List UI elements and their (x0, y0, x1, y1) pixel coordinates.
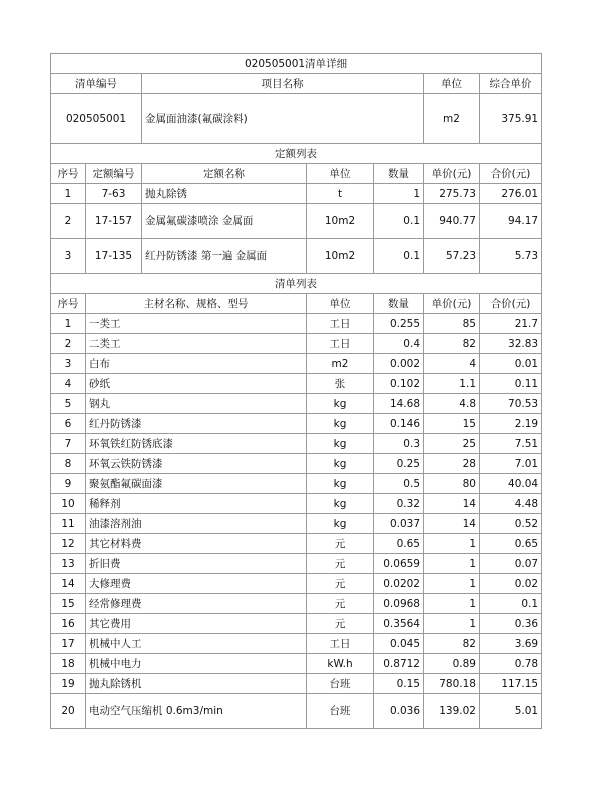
header-item-name: 项目名称 (142, 74, 424, 94)
material-index: 9 (51, 474, 86, 494)
quota-name: 红丹防锈漆 第一遍 金属面 (142, 239, 307, 274)
quota-qty: 0.1 (374, 239, 424, 274)
table-row (51, 454, 542, 474)
material-unit: kW.h (307, 654, 374, 674)
material-unit: kg (307, 494, 374, 514)
material-name: 机械中电力 (86, 654, 307, 674)
material-qty: 0.146 (374, 414, 424, 434)
material-unit: 台班 (307, 694, 374, 729)
material-qty: 0.3564 (374, 614, 424, 634)
material-name: 一类工 (86, 314, 307, 334)
material-total: 7.51 (480, 434, 542, 454)
material-name: 钢丸 (86, 394, 307, 414)
material-unit-price: 1 (424, 534, 480, 554)
materials-section-row (51, 274, 542, 294)
table-row (51, 574, 542, 594)
quota-code: 17-135 (86, 239, 142, 274)
material-unit: 工日 (307, 634, 374, 654)
material-unit: kg (307, 454, 374, 474)
material-name: 机械中人工 (86, 634, 307, 654)
material-unit-price: 0.89 (424, 654, 480, 674)
header-unit: 单位 (424, 74, 480, 94)
material-qty: 0.32 (374, 494, 424, 514)
material-name: 环氧云铁防锈漆 (86, 454, 307, 474)
material-unit: 工日 (307, 334, 374, 354)
title-row (51, 54, 542, 74)
material-unit-price: 1 (424, 554, 480, 574)
material-index: 7 (51, 434, 86, 454)
material-unit-price: 780.18 (424, 674, 480, 694)
material-index: 15 (51, 594, 86, 614)
materials-section-title: 清单列表 (51, 274, 542, 294)
material-index: 11 (51, 514, 86, 534)
table-row (51, 314, 542, 334)
material-index: 1 (51, 314, 86, 334)
quota-name: 金属氟碳漆喷涂 金属面 (142, 204, 307, 239)
material-qty: 0.0202 (374, 574, 424, 594)
material-total: 4.48 (480, 494, 542, 514)
material-unit: 元 (307, 594, 374, 614)
quota-header-row (51, 164, 542, 184)
quota-unit-price: 57.23 (424, 239, 480, 274)
quota-unit: 10m2 (307, 239, 374, 274)
table-row (51, 434, 542, 454)
material-total: 70.53 (480, 394, 542, 414)
material-index: 8 (51, 454, 86, 474)
material-index: 14 (51, 574, 86, 594)
bill-detail-table (50, 53, 542, 729)
quota-name: 抛丸除锈 (142, 184, 307, 204)
material-name: 经常修理费 (86, 594, 307, 614)
material-qty: 0.037 (374, 514, 424, 534)
material-name: 稀释剂 (86, 494, 307, 514)
quota-code: 17-157 (86, 204, 142, 239)
material-qty: 0.3 (374, 434, 424, 454)
quota-section-row (51, 144, 542, 164)
material-qty: 0.8712 (374, 654, 424, 674)
material-unit-price: 15 (424, 414, 480, 434)
material-qty: 0.65 (374, 534, 424, 554)
material-index: 12 (51, 534, 86, 554)
quota-qty: 0.1 (374, 204, 424, 239)
header-code: 清单编号 (51, 74, 142, 94)
table-row (51, 414, 542, 434)
material-total: 117.15 (480, 674, 542, 694)
summary-name: 金属面油漆(氟碳涂料) (142, 94, 424, 144)
summary-price: 375.91 (480, 94, 542, 144)
table-row (51, 694, 542, 729)
quota-total: 5.73 (480, 239, 542, 274)
material-qty: 0.036 (374, 694, 424, 729)
material-index: 6 (51, 414, 86, 434)
table-row (51, 394, 542, 414)
material-unit-price: 14 (424, 514, 480, 534)
material-name: 其它费用 (86, 614, 307, 634)
quota-header: 数量 (374, 164, 424, 184)
material-name: 二类工 (86, 334, 307, 354)
material-total: 3.69 (480, 634, 542, 654)
material-unit: 工日 (307, 314, 374, 334)
material-name: 抛丸除锈机 (86, 674, 307, 694)
material-index: 2 (51, 334, 86, 354)
material-unit-price: 1.1 (424, 374, 480, 394)
material-name: 聚氨酯氟碳面漆 (86, 474, 307, 494)
quota-index: 2 (51, 204, 86, 239)
material-qty: 0.5 (374, 474, 424, 494)
summary-code: 020505001 (51, 94, 142, 144)
page-title: 020505001清单详细 (51, 54, 542, 74)
material-qty: 0.002 (374, 354, 424, 374)
material-unit: 元 (307, 554, 374, 574)
material-name: 折旧费 (86, 554, 307, 574)
materials-header: 合价(元) (480, 294, 542, 314)
material-unit-price: 80 (424, 474, 480, 494)
material-name: 其它材料费 (86, 534, 307, 554)
quota-row (51, 184, 542, 204)
summary-header-row (51, 74, 542, 94)
quota-code: 7-63 (86, 184, 142, 204)
material-qty: 0.15 (374, 674, 424, 694)
materials-header: 序号 (51, 294, 86, 314)
quota-header: 合价(元) (480, 164, 542, 184)
table-row (51, 654, 542, 674)
material-qty: 0.045 (374, 634, 424, 654)
material-index: 3 (51, 354, 86, 374)
materials-header: 单位 (307, 294, 374, 314)
material-index: 4 (51, 374, 86, 394)
table-row (51, 354, 542, 374)
material-qty: 0.0968 (374, 594, 424, 614)
material-unit-price: 4 (424, 354, 480, 374)
material-total: 7.01 (480, 454, 542, 474)
material-total: 0.07 (480, 554, 542, 574)
material-unit: 张 (307, 374, 374, 394)
material-unit-price: 139.02 (424, 694, 480, 729)
quota-total: 94.17 (480, 204, 542, 239)
material-unit: 元 (307, 574, 374, 594)
table-row (51, 614, 542, 634)
quota-row (51, 239, 542, 274)
material-unit-price: 1 (424, 574, 480, 594)
material-index: 5 (51, 394, 86, 414)
materials-header-row (51, 294, 542, 314)
header-unit-price: 综合单价 (480, 74, 542, 94)
table-row (51, 634, 542, 654)
material-unit: kg (307, 514, 374, 534)
quota-section-title: 定额列表 (51, 144, 542, 164)
material-unit: kg (307, 394, 374, 414)
quota-header: 序号 (51, 164, 86, 184)
material-total: 0.36 (480, 614, 542, 634)
material-index: 16 (51, 614, 86, 634)
material-name: 电动空气压缩机 0.6m3/min (86, 694, 307, 729)
material-index: 19 (51, 674, 86, 694)
quota-total: 276.01 (480, 184, 542, 204)
material-name: 红丹防锈漆 (86, 414, 307, 434)
table-row (51, 374, 542, 394)
material-total: 21.7 (480, 314, 542, 334)
quota-unit: t (307, 184, 374, 204)
table-row (51, 594, 542, 614)
materials-header: 单价(元) (424, 294, 480, 314)
table-row (51, 674, 542, 694)
material-index: 17 (51, 634, 86, 654)
material-name: 白布 (86, 354, 307, 374)
material-unit: kg (307, 414, 374, 434)
material-total: 0.01 (480, 354, 542, 374)
summary-unit: m2 (424, 94, 480, 144)
material-total: 40.04 (480, 474, 542, 494)
material-total: 0.65 (480, 534, 542, 554)
summary-row (51, 94, 542, 144)
quota-unit-price: 940.77 (424, 204, 480, 239)
material-unit: 元 (307, 534, 374, 554)
material-unit-price: 28 (424, 454, 480, 474)
material-unit: 元 (307, 614, 374, 634)
quota-index: 1 (51, 184, 86, 204)
material-total: 0.1 (480, 594, 542, 614)
quota-unit: 10m2 (307, 204, 374, 239)
material-index: 18 (51, 654, 86, 674)
material-unit: m2 (307, 354, 374, 374)
table-row (51, 334, 542, 354)
material-index: 10 (51, 494, 86, 514)
quota-header: 定额名称 (142, 164, 307, 184)
material-unit: 台班 (307, 674, 374, 694)
material-unit-price: 85 (424, 314, 480, 334)
quota-index: 3 (51, 239, 86, 274)
material-qty: 0.4 (374, 334, 424, 354)
material-qty: 0.102 (374, 374, 424, 394)
material-qty: 0.255 (374, 314, 424, 334)
materials-header: 主材名称、规格、型号 (86, 294, 307, 314)
material-name: 大修理费 (86, 574, 307, 594)
material-qty: 0.0659 (374, 554, 424, 574)
material-total: 32.83 (480, 334, 542, 354)
material-total: 2.19 (480, 414, 542, 434)
material-qty: 14.68 (374, 394, 424, 414)
table-row (51, 494, 542, 514)
table-row (51, 474, 542, 494)
material-qty: 0.25 (374, 454, 424, 474)
material-name: 环氧铁红防锈底漆 (86, 434, 307, 454)
material-index: 20 (51, 694, 86, 729)
materials-header: 数量 (374, 294, 424, 314)
material-total: 0.11 (480, 374, 542, 394)
material-unit: kg (307, 474, 374, 494)
material-total: 0.78 (480, 654, 542, 674)
material-unit-price: 4.8 (424, 394, 480, 414)
quota-header: 单价(元) (424, 164, 480, 184)
material-name: 砂纸 (86, 374, 307, 394)
material-name: 油漆溶剂油 (86, 514, 307, 534)
material-unit-price: 82 (424, 334, 480, 354)
material-index: 13 (51, 554, 86, 574)
material-unit-price: 25 (424, 434, 480, 454)
material-total: 0.02 (480, 574, 542, 594)
quota-header: 单位 (307, 164, 374, 184)
material-unit-price: 82 (424, 634, 480, 654)
table-row (51, 534, 542, 554)
material-unit-price: 1 (424, 594, 480, 614)
material-total: 0.52 (480, 514, 542, 534)
quota-header: 定额编号 (86, 164, 142, 184)
quota-row (51, 204, 542, 239)
table-row (51, 514, 542, 534)
material-unit-price: 1 (424, 614, 480, 634)
table-row (51, 554, 542, 574)
quota-qty: 1 (374, 184, 424, 204)
material-unit: kg (307, 434, 374, 454)
material-unit-price: 14 (424, 494, 480, 514)
material-total: 5.01 (480, 694, 542, 729)
quota-unit-price: 275.73 (424, 184, 480, 204)
